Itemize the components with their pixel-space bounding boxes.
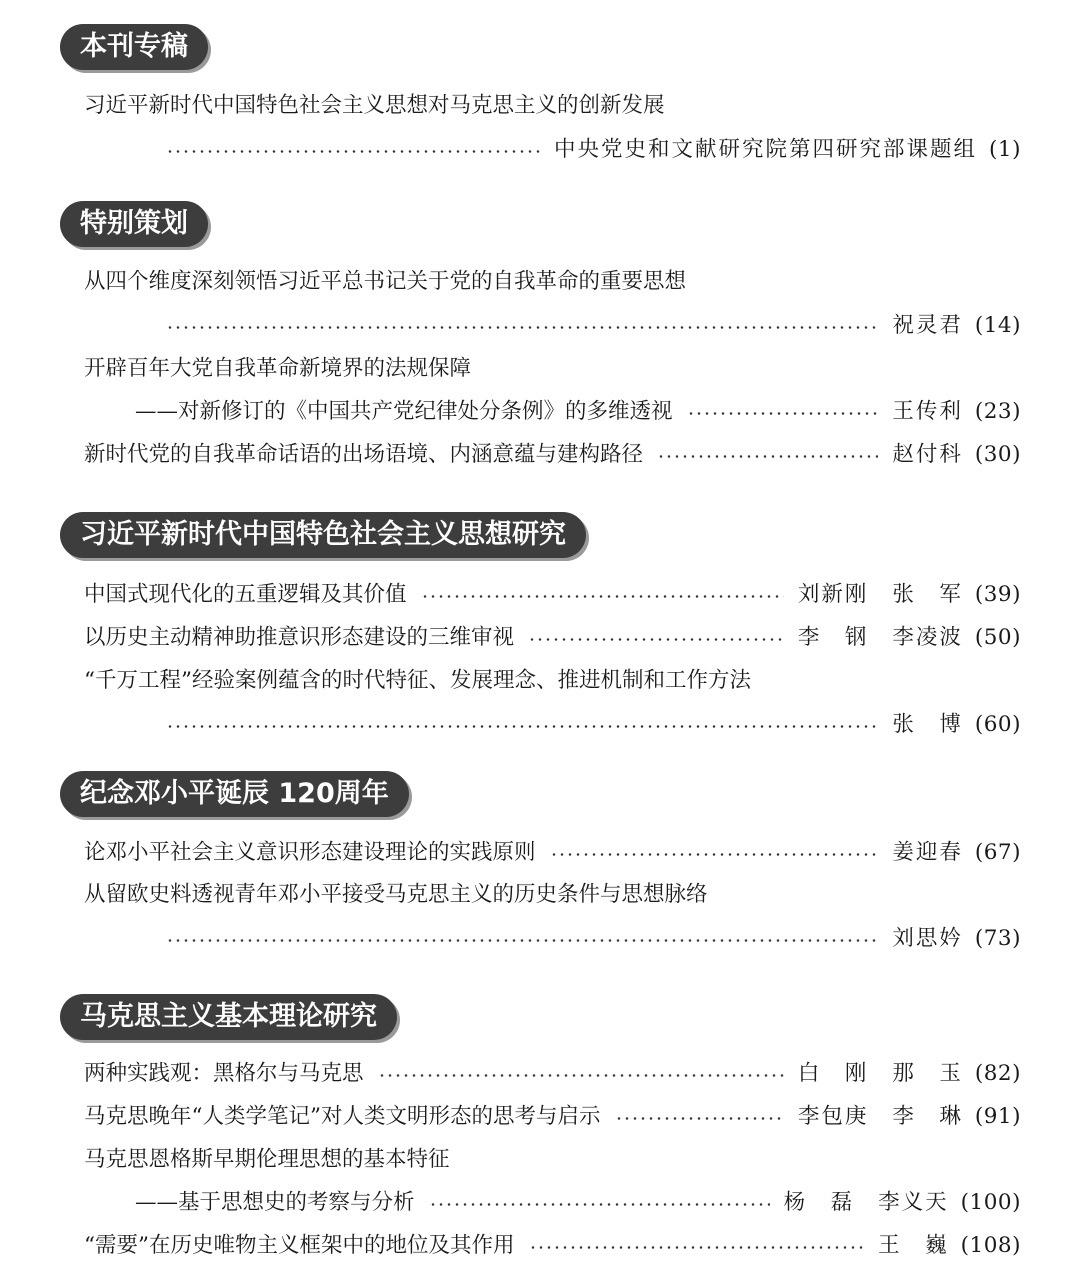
entry-authors: 刘新刚 张 军 [797, 582, 963, 607]
entry-title: “千万工程”经验案例蕴含的时代特征、发展理念、推进机制和工作方法 [84, 668, 751, 693]
entry-title: 以历史主动精神助推意识形态建设的三维审视 [84, 625, 515, 650]
entry-page: (73) [974, 926, 1021, 951]
dot-leader [421, 595, 784, 598]
entry-subtitle: ——对新修订的《中国共产党纪律处分条例》的多维透视 [135, 399, 673, 424]
entry-authors: 王 巍 [878, 1233, 949, 1258]
entry-authors: 李 钢 李凌波 [797, 625, 963, 650]
toc-entry-title[interactable] [84, 663, 1021, 695]
toc-entry[interactable] [152, 921, 1021, 953]
entry-title: 论邓小平社会主义意识形态建设理论的实践原则 [84, 840, 536, 865]
toc-entry[interactable] [84, 620, 1021, 652]
section-heading: 特别策划 [60, 201, 208, 247]
toc-entry[interactable] [152, 308, 1021, 340]
toc-entry[interactable] [84, 1099, 1021, 1131]
entry-authors: 中央党史和文献研究院第四研究部课题组 [554, 137, 978, 162]
entry-title: “需要”在历史唯物主义框架中的地位及其作用 [84, 1233, 515, 1258]
entry-page: (50) [974, 625, 1021, 650]
entry-title: 马克思晚年“人类学笔记”对人类文明形态的思考与启示 [84, 1104, 601, 1129]
entry-subtitle: ——基于思想史的考察与分析 [135, 1190, 415, 1215]
entry-authors: 张 博 [892, 712, 963, 737]
dot-leader [378, 1074, 784, 1077]
entry-page: (67) [974, 840, 1021, 865]
section-heading: 本刊专稿 [60, 24, 208, 70]
entry-page: (100) [960, 1190, 1021, 1215]
dot-leader [166, 326, 878, 329]
entry-authors: 刘思妗 [892, 926, 963, 951]
dot-leader [429, 1203, 770, 1206]
toc-entry-title[interactable] [84, 877, 1021, 909]
toc-entry[interactable] [152, 132, 1021, 164]
toc-entry[interactable] [84, 1056, 1021, 1088]
section-heading: 习近平新时代中国特色社会主义思想研究 [60, 512, 586, 558]
entry-title: 两种实践观：黑格尔与马克思 [84, 1061, 364, 1086]
dot-leader [529, 1246, 865, 1249]
entry-title: 中国式现代化的五重逻辑及其价值 [84, 582, 407, 607]
entry-title: 从四个维度深刻领悟习近平总书记关于党的自我革命的重要思想 [84, 269, 687, 294]
toc-entry[interactable] [135, 394, 1021, 426]
dot-leader [615, 1117, 784, 1120]
toc-entry-title[interactable] [84, 88, 1021, 120]
entry-authors: 姜迎春 [892, 840, 963, 865]
dot-leader [166, 150, 540, 153]
dot-leader [687, 412, 879, 415]
entry-page: (91) [974, 1104, 1021, 1129]
entry-authors: 杨 磊 李义天 [783, 1190, 949, 1215]
toc-entry[interactable] [84, 1228, 1021, 1260]
toc-entry-title[interactable] [84, 351, 1021, 383]
toc-entry[interactable] [152, 707, 1021, 739]
entry-page: (14) [974, 313, 1021, 338]
entry-authors: 李包庚 李 琳 [797, 1104, 963, 1129]
entry-page: (30) [974, 442, 1021, 467]
entry-page: (108) [960, 1233, 1021, 1258]
toc-entry[interactable] [84, 835, 1021, 867]
entry-authors: 王传利 [892, 399, 963, 424]
entry-title: 马克思恩格斯早期伦理思想的基本特征 [84, 1147, 450, 1172]
entry-page: (82) [974, 1061, 1021, 1086]
section-heading: 马克思主义基本理论研究 [60, 994, 397, 1040]
entry-page: (60) [974, 712, 1021, 737]
toc-entry-title[interactable] [84, 264, 1021, 296]
dot-leader [657, 455, 878, 458]
entry-page: (39) [974, 582, 1021, 607]
section-heading: 纪念邓小平诞辰 120周年 [60, 771, 409, 817]
entry-page: (23) [974, 399, 1021, 424]
entry-authors: 祝灵君 [892, 313, 963, 338]
toc-entry[interactable] [135, 1185, 1021, 1217]
entry-title: 新时代党的自我革命话语的出场语境、内涵意蕴与建构路径 [84, 442, 644, 467]
entry-page: (1) [989, 137, 1021, 162]
entry-title: 从留欧史料透视青年邓小平接受马克思主义的历史条件与思想脉络 [84, 882, 708, 907]
dot-leader [166, 725, 878, 728]
toc-entry[interactable] [84, 437, 1021, 469]
entry-title: 开辟百年大党自我革命新境界的法规保障 [84, 356, 472, 381]
entry-authors: 白 刚 那 玉 [797, 1061, 963, 1086]
dot-leader [528, 638, 784, 641]
toc-entry[interactable] [84, 577, 1021, 609]
dot-leader [550, 853, 879, 856]
dot-leader [166, 939, 878, 942]
entry-title: 习近平新时代中国特色社会主义思想对马克思主义的创新发展 [84, 93, 665, 118]
toc-entry-title[interactable] [84, 1142, 1021, 1174]
entry-authors: 赵付科 [892, 442, 963, 467]
